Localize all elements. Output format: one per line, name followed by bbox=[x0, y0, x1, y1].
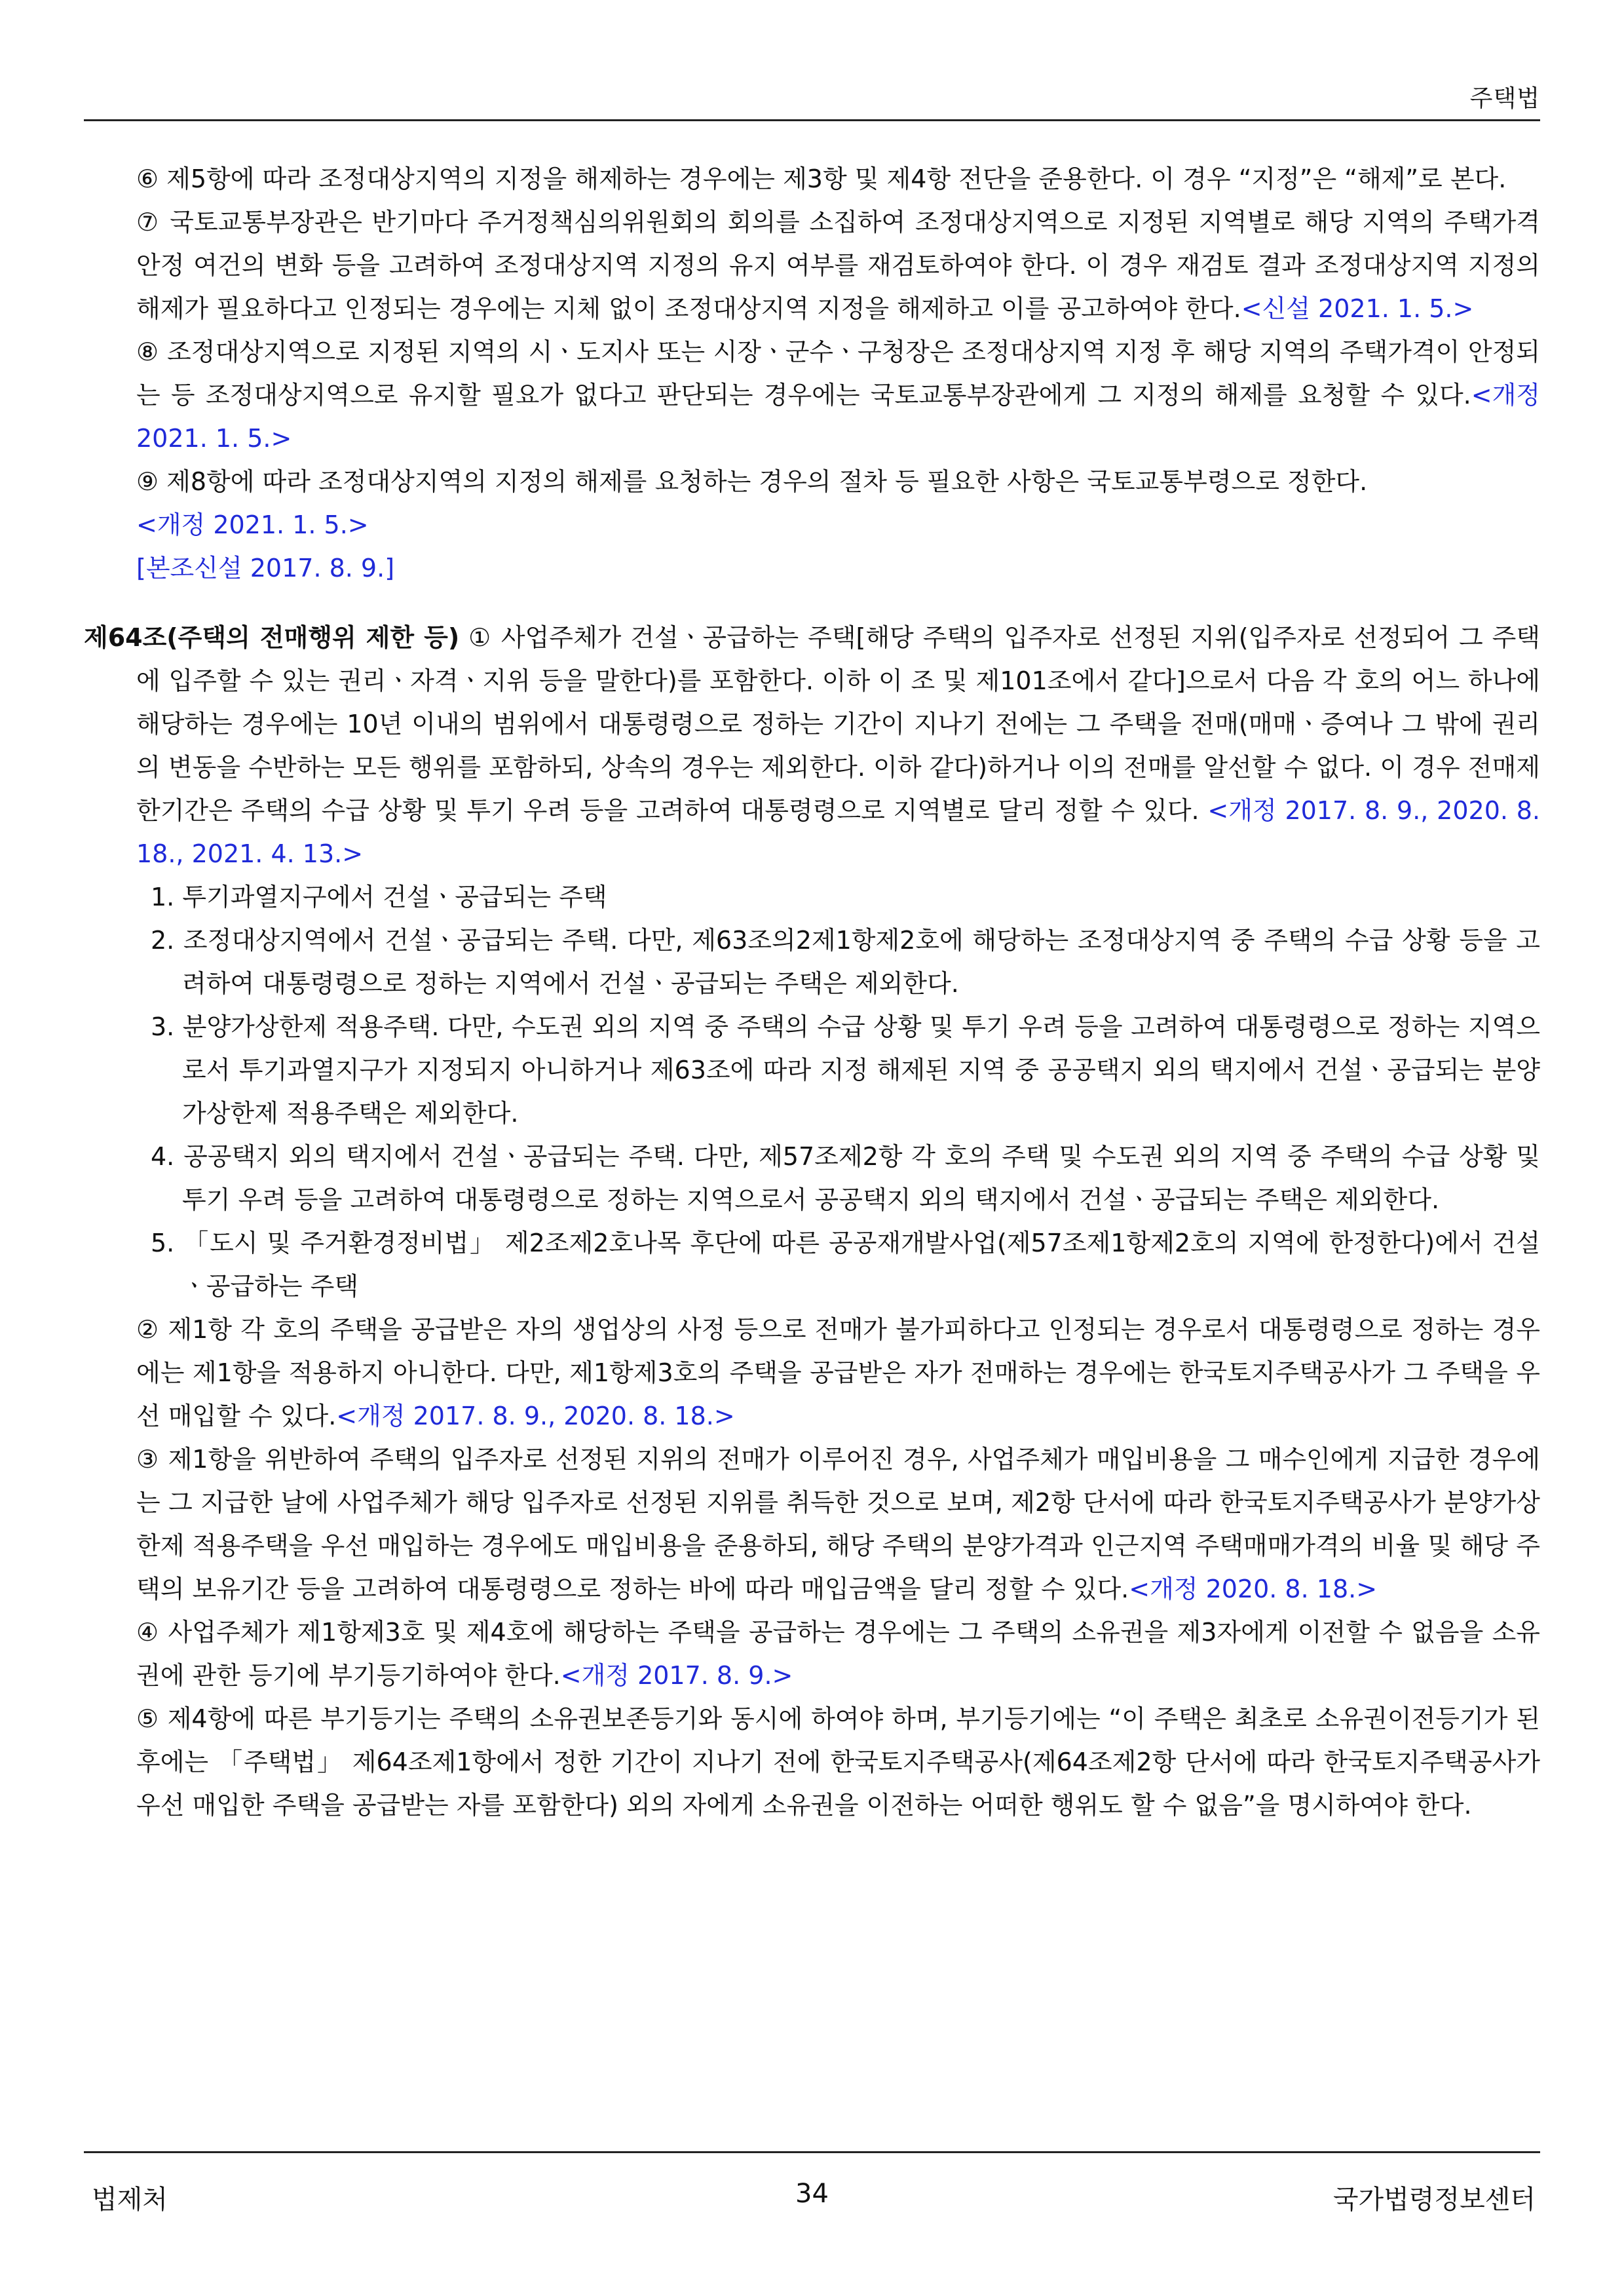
list-item: 4. 공공택지 외의 택지에서 건설ㆍ공급되는 주택. 다만, 제57조제2항 각 호의 주택 및 수도권 외의 지역 중 주택의 수급 상황 및 투기 우려 등을 고려하여 대통령령으로 정하는 지역으로서 공공택지 외의 택지에서 건설ㆍ공급되는 주택은 제외한다. bbox=[151, 1142, 1540, 1214]
list-item: 2. 조정대상지역에서 건설ㆍ공급되는 주택. 다만, 제63조의2제1항제2호에 해당하는 조정대상지역 중 주택의 수급 상황 등을 고려하여 대통령령으로 정하는 지역에서 건설ㆍ공급되는 주택은 제외한다. bbox=[151, 926, 1540, 998]
paragraph-text: ④ 사업주체가 제1항제3호 및 제4호에 해당하는 주택을 공급하는 경우에는 그 주택의 소유권을 제3자에게 이전할 수 없음을 소유권에 관한 등기에 부기등기하여야 한다. bbox=[136, 1618, 1540, 1690]
origin-note bbox=[84, 546, 1540, 590]
page-number: 34 bbox=[795, 2179, 829, 2209]
list-item: 5. 「도시 및 주거환경정비법」 제2조제2호나목 후단에 따른 공공재개발사업(제57조제1항제2호의 지역에 한정한다)에서 건설ㆍ공급하는 주택 bbox=[151, 1229, 1540, 1301]
paragraph-64-2 bbox=[84, 1308, 1540, 1438]
amendment-note: <개정 2017. 8. 9., 2020. 8. 18., 2021. 4. 13.> bbox=[136, 796, 1540, 868]
amendment-note: <신설 2021. 1. 5.> bbox=[1241, 294, 1474, 323]
paragraph-text: ③ 제1항을 위반하여 주택의 입주자로 선정된 지위의 전매가 이루어진 경우, 사업주체가 매입비용을 그 매수인에게 지급한 경우에는 그 지급한 날에 사업주체가 해당 입주자로 선정된 지위를 취득한 것으로 보며, 제2항 단서에 따라 한국토지주택공사가 분양가상한제 적용주택을 우선 매입하는 경우에도 매입비용을 준용하되, 해당 주택의 분양가격과 인근지역 주택매매가격의 비율 및 해당 주택의 보유기간 등을 고려하여 대통령령으로 정하는 바에 따라 매입금액을 달리 정할 수 있다. bbox=[136, 1445, 1540, 1603]
paragraph-text: ⑨ 제8항에 따라 조정대상지역의 지정의 해제를 요청하는 경우의 절차 등 필요한 사항은 국토교통부령으로 정한다. bbox=[136, 467, 1368, 496]
header-divider bbox=[84, 119, 1540, 121]
footer-divider bbox=[84, 2151, 1540, 2153]
amendment-note: <개정 2021. 1. 5.> bbox=[136, 381, 1540, 453]
list-item: 1. 투기과열지구에서 건설ㆍ공급되는 주택 bbox=[151, 883, 607, 911]
list-item: 3. 분양가상한제 적용주택. 다만, 수도권 외의 지역 중 주택의 수급 상황 및 투기 우려 등을 고려하여 대통령령으로 정하는 지역으로서 투기과열지구가 지정되지 아니하거나 제63조에 따라 지정 해제된 지역 중 공공택지 외의 택지에서 건설ㆍ공급되는 분양가상한제 적용주택은 제외한다. bbox=[151, 1012, 1540, 1128]
article-title: 제64조(주택의 전매행위 제한 등) bbox=[84, 623, 460, 652]
paragraph-64-4 bbox=[84, 1611, 1540, 1697]
amendment-note: <개정 2017. 8. 9.> bbox=[560, 1661, 793, 1690]
paragraph-text: ① 사업주체가 건설ㆍ공급하는 주택[해당 주택의 입주자로 선정된 지위(입주자로 선정되어 그 주택에 입주할 수 있는 권리ㆍ자격ㆍ지위 등을 말한다)를 포함한다. 이하 이 조 및 제101조에서 같다]으로서 다음 각 호의 어느 하나에 해당하는 경우에는 10년 이내의 범위에서 대통령령으로 정하는 기간이 지나기 전에는 그 주택을 전매(매매ㆍ증여나 그 밖에 권리의 변동을 수반하는 모든 행위를 포함하되, 상속의 경우는 제외한다. 이하 같다)하거나 이의 전매를 알선할 수 없다. 이 경우 전매제한기간은 주택의 수급 상황 및 투기 우려 등을 고려하여 대통령령으로 지역별로 달리 정할 수 있다. bbox=[136, 623, 1540, 825]
article-64 bbox=[84, 616, 1540, 875]
origin-note-text: [본조신설 2017. 8. 9.] bbox=[136, 554, 395, 583]
paragraph-text: ⑥ 제5항에 따라 조정대상지역의 지정을 해제하는 경우에는 제3항 및 제4항 전단을 준용한다. 이 경우 “지정”은 “해제”로 본다. bbox=[136, 164, 1507, 193]
paragraph-63-2-9 bbox=[84, 460, 1540, 546]
paragraph-text: ⑤ 제4항에 따른 부기등기는 주택의 소유권보존등기와 동시에 하여야 하며, 부기등기에는 “이 주택은 최초로 소유권이전등기가 된 후에는 「주택법」 제64조제1항에서 정한 기간이 지나기 전에 한국토지주택공사(제64조제2항 단서에 따라 한국토지주택공사가 우선 매입한 주택을 공급받는 자를 포함한다) 외의 자에게 소유권을 이전하는 어떠한 행위도 할 수 없음”을 명시하여야 한다. bbox=[136, 1704, 1540, 1820]
amendment-note: <개정 2017. 8. 9., 2020. 8. 18.> bbox=[336, 1402, 735, 1430]
paragraph-64-3 bbox=[84, 1438, 1540, 1611]
paragraph-text: ② 제1항 각 호의 주택을 공급받은 자의 생업상의 사정 등으로 전매가 불가피하다고 인정되는 경우로서 대통령령으로 정하는 경우에는 제1항을 적용하지 아니한다. 다만, 제1항제3호의 주택을 공급받은 자가 전매하는 경우에는 한국토지주택공사가 그 주택을 우선 매입할 수 있다. bbox=[136, 1315, 1540, 1430]
paragraph-text: ⑧ 조정대상지역으로 지정된 지역의 시ㆍ도지사 또는 시장ㆍ군수ㆍ구청장은 조정대상지역 지정 후 해당 지역의 주택가격이 안정되는 등 조정대상지역으로 유지할 필요가 없다고 판단되는 경우에는 국토교통부장관에게 그 지정의 해제를 요청할 수 있다. bbox=[136, 337, 1540, 410]
amendment-note: <개정 2020. 8. 18.> bbox=[1129, 1575, 1378, 1603]
footer-source: 국가법령정보센터 bbox=[1332, 2185, 1536, 2215]
paragraph-63-2-6 bbox=[84, 157, 1540, 201]
paragraph-63-2-7 bbox=[84, 201, 1540, 330]
paragraph-63-2-8 bbox=[84, 330, 1540, 460]
amendment-note: <개정 2021. 1. 5.> bbox=[136, 510, 369, 539]
document-title: 주택법 bbox=[1469, 85, 1540, 112]
paragraph-64-5 bbox=[84, 1697, 1540, 1827]
paragraph-text: ⑦ 국토교통부장관은 반기마다 주거정책심의위원회의 회의를 소집하여 조정대상지역으로 지정된 지역별로 해당 지역의 주택가격 안정 여건의 변화 등을 고려하여 조정대상지역 지정의 유지 여부를 재검토하여야 한다. 이 경우 재검토 결과 조정대상지역 지정의 해제가 필요하다고 인정되는 경우에는 지체 없이 조정대상지역 지정을 해제하고 이를 공고하여야 한다. bbox=[136, 208, 1540, 323]
footer-publisher: 법제처 bbox=[92, 2185, 168, 2215]
document-body bbox=[84, 157, 1540, 1827]
